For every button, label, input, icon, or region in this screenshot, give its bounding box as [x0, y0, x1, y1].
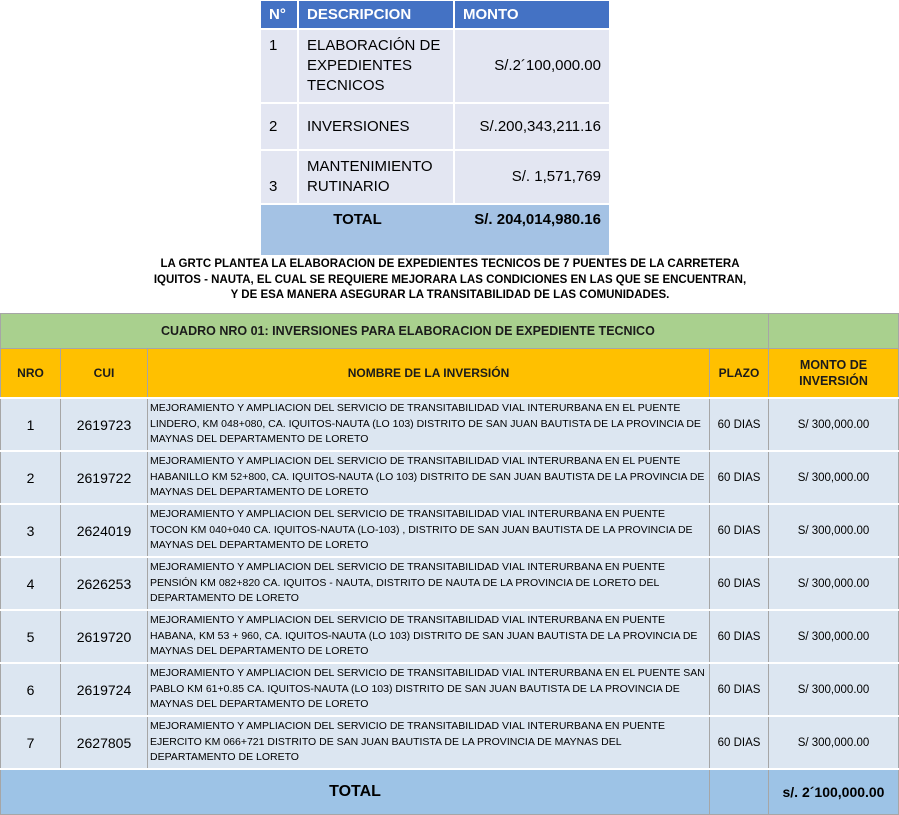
row-plazo: 60 DIAS [710, 663, 769, 716]
table-row [1, 557, 899, 610]
investments-title-row [1, 314, 899, 349]
summary-row-number: 3 [261, 150, 298, 204]
row-plazo: 60 DIAS [710, 610, 769, 663]
investments-total-empty [710, 769, 769, 815]
summary-row-description: ELABORACIÓN DE EXPEDIENTES TECNICOS [298, 29, 454, 103]
row-plazo: 60 DIAS [710, 557, 769, 610]
intro-paragraph: LA GRTC PLANTEA LA ELABORACION DE EXPEDIENTES TECNICOS DE 7 PUENTES DE LA CARRETERA IQUITOS - NAUTA, EL CUAL SE REQUIERE MEJORARA LAS CONDICIONES EN LAS QUE SE ENCUENTRAN, Y DE ESA MANERA ASEGURAR LA TRANSITABILIDAD DE LAS COMUNIDADES. [153, 258, 747, 301]
row-monto: S/ 300,000.00 [769, 398, 899, 451]
investments-total-row [1, 769, 899, 815]
row-plazo: 60 DIAS [710, 398, 769, 451]
row-name: MEJORAMIENTO Y AMPLIACION DEL SERVICIO DE TRANSITABILIDAD VIAL INTERURBANA EN PUENTE TOCON KM 040+040 CA. IQUITOS-NAUTA (LO-103) , DISTRITO DE SAN JUAN BAUTISTA DE LA PROVINCIA DE MAYNAS DEL DEPARTAMENTO DE LORETO [148, 504, 710, 557]
summary-header-row [261, 1, 609, 29]
table-row [1, 504, 899, 557]
summary-row-amount: S/. 1,571,769 [454, 150, 609, 204]
row-plazo: 60 DIAS [710, 504, 769, 557]
table-row [1, 663, 899, 716]
summary-row-description: INVERSIONES [298, 103, 454, 150]
table-row [1, 610, 899, 663]
row-nro: 7 [1, 716, 61, 769]
row-cui: 2619722 [61, 451, 148, 504]
row-monto: S/ 300,000.00 [769, 451, 899, 504]
investments-title: CUADRO NRO 01: INVERSIONES PARA ELABORACION DE EXPEDIENTE TECNICO [1, 314, 769, 349]
summary-row [261, 29, 609, 103]
investments-header-row [1, 349, 899, 399]
summary-row-number: 2 [261, 103, 298, 150]
summary-header-description: DESCRIPCION [298, 1, 454, 29]
summary-total-amount: S/. 204,014,980.16 [454, 204, 609, 255]
row-name: MEJORAMIENTO Y AMPLIACION DEL SERVICIO DE TRANSITABILIDAD VIAL INTERURBANA EN PUENTE HABANA, KM 53 + 960, CA. IQUITOS-NAUTA (LO 103) DISTRITO DE SAN JUAN BAUTISTA DE LA PROVINCIA DE MAYNAS DEL DEPARTAMENTO DE LORETO [148, 610, 710, 663]
table-row [1, 398, 899, 451]
table-row [1, 451, 899, 504]
table-row [1, 716, 899, 769]
row-nro: 4 [1, 557, 61, 610]
investments-table [0, 313, 899, 815]
row-name: MEJORAMIENTO Y AMPLIACION DEL SERVICIO DE TRANSITABILIDAD VIAL INTERURBANA EN EL PUENTE HABANILLO KM 52+800, CA. IQUITOS-NAUTA (LO 103) DISTRITO DE SAN JUAN BAUTISTA DE LA PROVINCIA DE MAYNAS DEL DEPARTAMENTO DE LORETO [148, 451, 710, 504]
row-cui: 2627805 [61, 716, 148, 769]
row-cui: 2624019 [61, 504, 148, 557]
row-cui: 2619724 [61, 663, 148, 716]
row-nro: 5 [1, 610, 61, 663]
investments-body [1, 398, 899, 769]
header-monto: MONTO DE INVERSIÓN [769, 349, 899, 399]
row-monto: S/ 300,000.00 [769, 557, 899, 610]
row-monto: S/ 300,000.00 [769, 504, 899, 557]
row-monto: S/ 300,000.00 [769, 663, 899, 716]
summary-table [261, 1, 609, 255]
row-plazo: 60 DIAS [710, 716, 769, 769]
summary-total-label: TOTAL [261, 204, 454, 255]
summary-row-amount: S/.200,343,211.16 [454, 103, 609, 150]
header-plazo: PLAZO [710, 349, 769, 399]
row-cui: 2619720 [61, 610, 148, 663]
row-name: MEJORAMIENTO Y AMPLIACION DEL SERVICIO DE TRANSITABILIDAD VIAL INTERURBANA EN PUENTE EJERCITO KM 066+721 DISTRITO DE SAN JUAN BAUTISTA DE LA PROVINCIA DE MAYNAS DEL DEPARTAMENTO DE LORETO [148, 716, 710, 769]
summary-row [261, 150, 609, 204]
row-nro: 6 [1, 663, 61, 716]
summary-header-n: N° [261, 1, 298, 29]
summary-row-amount: S/.2´100,000.00 [454, 29, 609, 103]
investments-total-label: TOTAL [1, 769, 710, 815]
row-nro: 1 [1, 398, 61, 451]
summary-row-description: MANTENIMIENTO RUTINARIO [298, 150, 454, 204]
header-nro: NRO [1, 349, 61, 399]
row-name: MEJORAMIENTO Y AMPLIACION DEL SERVICIO DE TRANSITABILIDAD VIAL INTERURBANA EN EL PUENTE SAN PABLO KM 61+0.85 CA. IQUITOS-NAUTA (LO 103) DISTRITO DE SAN JUAN BAUTISTA DE LA PROVINCIA DE MAYNAS DEL DEPARTAMENTO DE LORETO [148, 663, 710, 716]
summary-header-amount: MONTO [454, 1, 609, 29]
row-nro: 2 [1, 451, 61, 504]
investments-total-amount: s/. 2´100,000.00 [769, 769, 899, 815]
summary-row [261, 103, 609, 150]
summary-total-row [261, 204, 609, 255]
row-monto: S/ 300,000.00 [769, 610, 899, 663]
row-cui: 2626253 [61, 557, 148, 610]
row-nro: 3 [1, 504, 61, 557]
row-plazo: 60 DIAS [710, 451, 769, 504]
investments-title-empty [769, 314, 899, 349]
header-cui: CUI [61, 349, 148, 399]
row-name: MEJORAMIENTO Y AMPLIACION DEL SERVICIO DE TRANSITABILIDAD VIAL INTERURBANA EN EL PUENTE LINDERO, KM 048+080, CA. IQUITOS-NAUTA (LO 103) DISTRITO DE SAN JUAN BAUTISTA DE LA PROVINCIA DE MAYNAS DEL DEPARTAMENTO DE LORETO [148, 398, 710, 451]
row-monto: S/ 300,000.00 [769, 716, 899, 769]
header-name: NOMBRE DE LA INVERSIÓN [148, 349, 710, 399]
summary-row-number: 1 [261, 29, 298, 103]
row-cui: 2619723 [61, 398, 148, 451]
row-name: MEJORAMIENTO Y AMPLIACION DEL SERVICIO DE TRANSITABILIDAD VIAL INTERURBANA EN PUENTE PENSIÓN KM 082+820 CA. IQUITOS - NAUTA, DISTRITO DE NAUTA DE LA PROVINCIA DE LORETO DEL DEPARTAMENTO DE LORETO [148, 557, 710, 610]
